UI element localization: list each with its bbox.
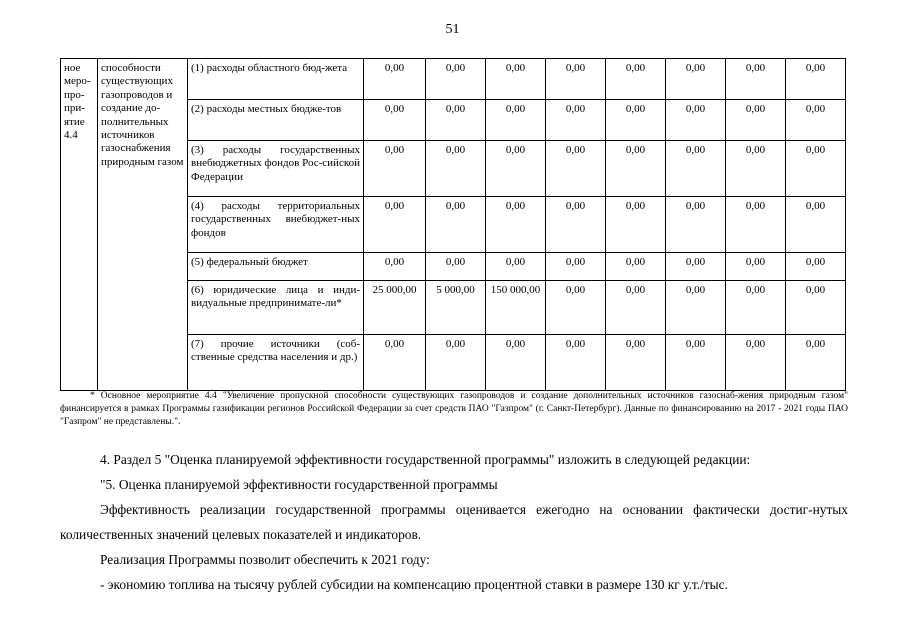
- value-cell: 0,00: [546, 335, 606, 391]
- value-cell: 0,00: [486, 141, 546, 197]
- value-cell: 5 000,00: [426, 281, 486, 335]
- value-cell: 0,00: [364, 335, 426, 391]
- value-cell: 0,00: [726, 141, 786, 197]
- value-cell: 0,00: [726, 59, 786, 100]
- funding-source-cell: (7) прочие источники (соб-ственные средства населения и др.): [188, 335, 364, 391]
- value-cell: 0,00: [546, 59, 606, 100]
- value-cell: 0,00: [786, 253, 846, 281]
- table-body: [61, 59, 846, 391]
- value-cell: 0,00: [426, 59, 486, 100]
- value-cell: 0,00: [426, 253, 486, 281]
- value-cell: 0,00: [666, 253, 726, 281]
- value-cell: 0,00: [666, 141, 726, 197]
- value-cell: 0,00: [606, 197, 666, 253]
- value-cell: 150 000,00: [486, 281, 546, 335]
- value-cell: 0,00: [364, 100, 426, 141]
- funding-source-cell: (1) расходы областного бюд-жета: [188, 59, 364, 100]
- paragraph: 4. Раздел 5 "Оценка планируемой эффективности государственной программы" изложить в следующей редакции:: [100, 452, 751, 467]
- value-cell: 0,00: [786, 141, 846, 197]
- value-cell: 0,00: [486, 100, 546, 141]
- value-cell: 0,00: [726, 197, 786, 253]
- value-cell: 0,00: [606, 253, 666, 281]
- value-cell: 0,00: [546, 141, 606, 197]
- footnote: [60, 390, 848, 429]
- value-cell: 0,00: [546, 197, 606, 253]
- table-row: [61, 59, 846, 100]
- value-cell: 0,00: [666, 197, 726, 253]
- value-cell: 0,00: [786, 197, 846, 253]
- body-text: [60, 447, 848, 597]
- value-cell: 0,00: [606, 335, 666, 391]
- value-cell: 0,00: [426, 141, 486, 197]
- paragraph: Эффективность реализации государственной программы оценивается ежегодно на основании фактически достиг-нутых количественных значений целевых показателей и индикаторов.: [60, 502, 848, 542]
- value-cell: 0,00: [666, 281, 726, 335]
- funding-source-cell: (6) юридические лица и инди-видуальные предпринимате-ли*: [188, 281, 364, 335]
- value-cell: 0,00: [426, 197, 486, 253]
- paragraph: "5. Оценка планируемой эффективности государственной программы: [100, 477, 498, 492]
- value-cell: 0,00: [364, 59, 426, 100]
- funding-source-cell: (3) расходы государственных внебюджетных фондов Рос-сийской Федерации: [188, 141, 364, 197]
- value-cell: 0,00: [606, 141, 666, 197]
- value-cell: 0,00: [666, 59, 726, 100]
- value-cell: 0,00: [486, 59, 546, 100]
- value-cell: 0,00: [364, 253, 426, 281]
- value-cell: 0,00: [786, 281, 846, 335]
- paragraph: Реализация Программы позволит обеспечить к 2021 году:: [100, 552, 430, 567]
- value-cell: 0,00: [666, 100, 726, 141]
- value-cell: 0,00: [786, 100, 846, 141]
- value-cell: 0,00: [606, 281, 666, 335]
- value-cell: 0,00: [486, 197, 546, 253]
- value-cell: 0,00: [426, 100, 486, 141]
- value-cell: 0,00: [726, 335, 786, 391]
- value-cell: 0,00: [546, 281, 606, 335]
- value-cell: 0,00: [786, 335, 846, 391]
- value-cell: 0,00: [486, 253, 546, 281]
- value-cell: 0,00: [726, 281, 786, 335]
- value-cell: 0,00: [426, 335, 486, 391]
- value-cell: 0,00: [786, 59, 846, 100]
- value-cell: 0,00: [364, 197, 426, 253]
- paragraph: - экономию топлива на тысячу рублей субсидии на компенсацию процентной ставки в размере 130 кг у.т./тыс.: [100, 577, 728, 592]
- value-cell: 0,00: [606, 59, 666, 100]
- value-cell: 0,00: [606, 100, 666, 141]
- value-cell: 25 000,00: [364, 281, 426, 335]
- value-cell: 0,00: [546, 253, 606, 281]
- funding-source-cell: (2) расходы местных бюдже-тов: [188, 100, 364, 141]
- value-cell: 0,00: [364, 141, 426, 197]
- value-cell: 0,00: [666, 335, 726, 391]
- value-cell: 0,00: [726, 100, 786, 141]
- measure-label-cell: ное меро-про-при-ятие 4.4: [61, 59, 98, 391]
- value-cell: 0,00: [726, 253, 786, 281]
- funding-source-cell: (4) расходы территориальных государственных внебюджет-ных фондов: [188, 197, 364, 253]
- value-cell: 0,00: [546, 100, 606, 141]
- funding-source-cell: (5) федеральный бюджет: [188, 253, 364, 281]
- page-number: 51: [445, 22, 460, 37]
- measure-name-cell: способности существующих газопроводов и создание до-полнительных источников газоснабжения природным газом: [98, 59, 188, 391]
- value-cell: 0,00: [486, 335, 546, 391]
- footnote-text: * Основное мероприятие 4.4 "Увеличение пропускной способности существующих газопроводов и создание дополнительных источников газоснаб-жения природным газом" финансируется в рамках Программы газификации регионов Российской Федерации за счет средств ПАО "Газпром" (г. Санкт-Петербург). Данные по финансированию на 2017 - 2021 годы ПАО "Газпром" не представлены.".: [60, 391, 848, 428]
- budget-table: [60, 58, 846, 391]
